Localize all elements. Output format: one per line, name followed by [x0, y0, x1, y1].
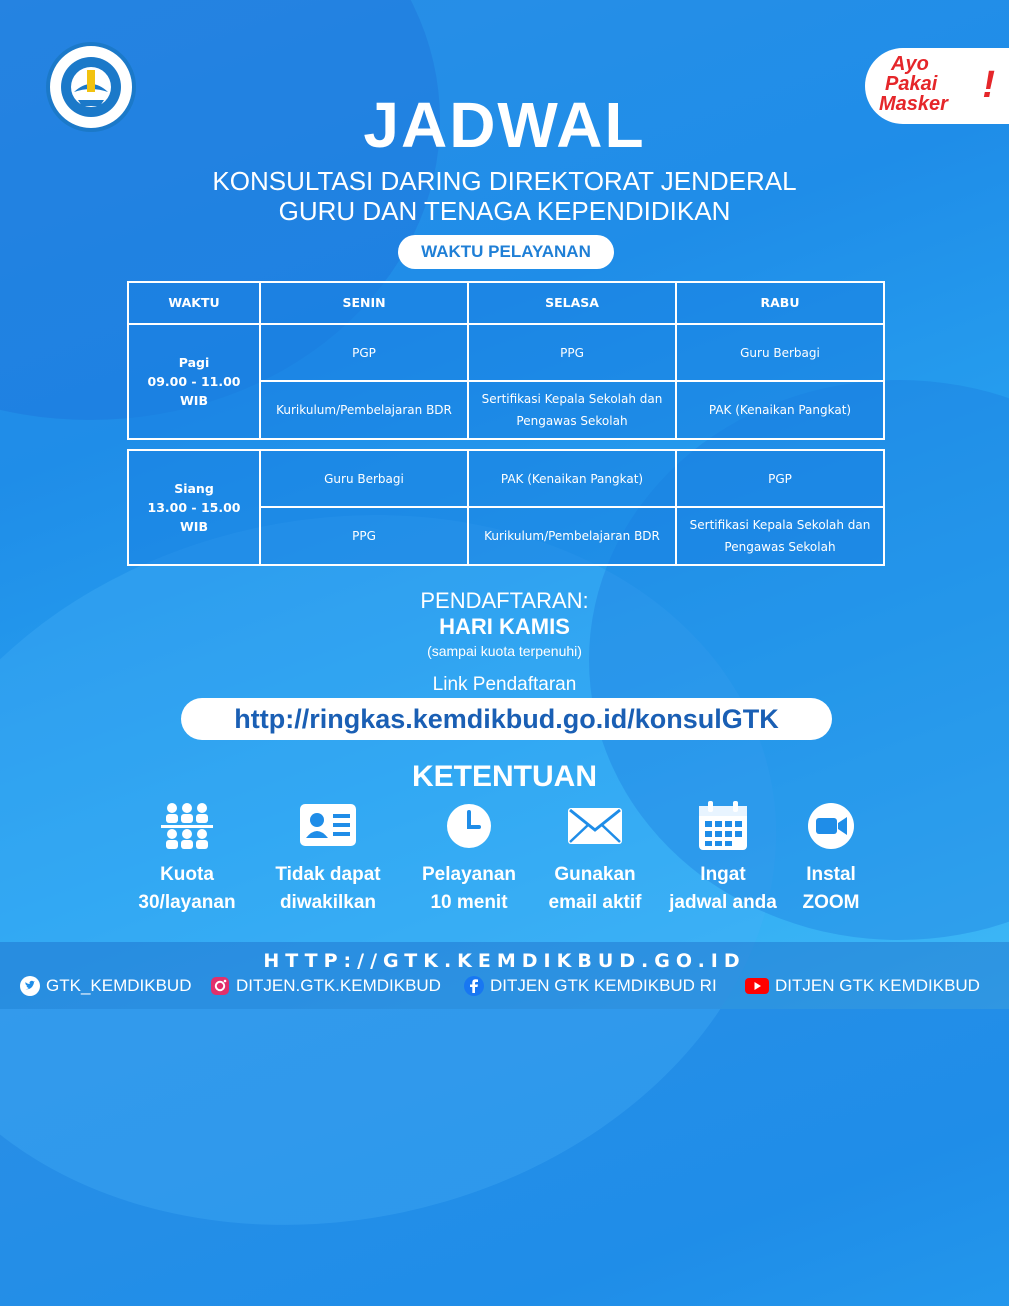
time-slot-afternoon [128, 450, 260, 565]
table-cell: Kurikulum/Pembelajaran BDR [468, 507, 676, 565]
facebook-page[interactable] [464, 976, 717, 996]
rule-label-line-2: jadwal anda [669, 892, 777, 913]
envelope-icon [565, 800, 625, 852]
time-slot-range: 13.00 - 15.00 [147, 500, 241, 515]
page-title: JADWAL [363, 89, 646, 161]
badge-line-2: Pakai [885, 73, 938, 95]
instagram-handle[interactable] [210, 976, 441, 996]
rule-item [112, 800, 262, 917]
rule-label-line-2: 30/layanan [138, 892, 236, 913]
badge-exclamation: ! [982, 64, 995, 106]
facebook-label: DITJEN GTK KEMDIKBUD RI [490, 976, 717, 995]
column-header: SENIN [260, 282, 468, 324]
service-time-label: WAKTU PELAYANAN [398, 235, 614, 269]
time-slot-zone: WIB [180, 393, 208, 408]
calendar-icon [693, 800, 753, 852]
youtube-channel[interactable] [745, 976, 980, 996]
time-slot-zone: WIB [180, 519, 208, 534]
column-header: SELASA [468, 282, 676, 324]
clock-icon [439, 800, 499, 852]
schedule-table-morning [127, 281, 885, 440]
table-cell: PAK (Kenaikan Pangkat) [468, 450, 676, 507]
youtube-label: DITJEN GTK KEMDIKBUD [775, 976, 980, 995]
youtube-icon [745, 977, 769, 995]
schedule-table-afternoon [127, 449, 885, 566]
zoom-camera-icon [801, 800, 861, 852]
column-header: WAKTU [128, 282, 260, 324]
instagram-label: DITJEN.GTK.KEMDIKBUD [236, 976, 441, 995]
rule-item [253, 800, 403, 917]
twitter-icon [20, 976, 40, 996]
people-group-icon [157, 800, 217, 852]
time-slot-range: 09.00 - 11.00 [147, 374, 241, 389]
twitter-label: GTK_KEMDIKBUD [46, 976, 192, 995]
registration-link[interactable]: http://ringkas.kemdikbud.go.id/konsulGTK [181, 698, 832, 740]
subtitle-line-2: GURU DAN TENAGA KEPENDIDIKAN [278, 196, 731, 226]
rule-label-line-1: Tidak dapat [275, 864, 381, 885]
table-row [128, 324, 884, 381]
table-cell: PAK (Kenaikan Pangkat) [676, 381, 884, 439]
table-header-row [128, 282, 884, 324]
time-slot-label: Siang [174, 481, 214, 496]
time-slot-morning [128, 324, 260, 439]
website-link[interactable]: HTTP://GTK.KEMDIKBUD.GO.ID [263, 950, 746, 972]
table-cell: PPG [260, 507, 468, 565]
rule-label-line-1: Ingat [700, 864, 746, 885]
table-cell: PGP [676, 450, 884, 507]
rule-item [756, 800, 906, 917]
rule-label-line-1: Pelayanan [422, 864, 516, 885]
rule-label-line-2: email aktif [548, 892, 642, 913]
table-cell: PPG [468, 324, 676, 381]
badge-line-1: Ayo [891, 53, 929, 75]
rule-label-line-1: Gunakan [554, 864, 636, 885]
rule-label-line-1: Kuota [160, 864, 214, 885]
registration-note: (sampai kuota terpenuhi) [427, 643, 582, 659]
table-cell: PGP [260, 324, 468, 381]
rule-label-line-2: 10 menit [430, 892, 508, 913]
time-slot-label: Pagi [178, 355, 210, 370]
badge-line-3: Masker [879, 93, 948, 115]
twitter-handle[interactable] [20, 976, 191, 996]
subtitle-line-1: KONSULTASI DARING DIREKTORAT JENDERAL [212, 166, 797, 196]
table-cell: Sertifikasi Kepala Sekolah dan Pengawas Sekolah [468, 381, 676, 439]
instagram-icon [210, 976, 230, 996]
rule-label-line-2: ZOOM [802, 892, 860, 913]
column-header: RABU [676, 282, 884, 324]
registration-day: HARI KAMIS [439, 614, 570, 639]
table-cell: Guru Berbagi [676, 324, 884, 381]
rules-heading: KETENTUAN [412, 760, 597, 793]
table-row [128, 450, 884, 507]
table-cell: Sertifikasi Kepala Sekolah dan Pengawas Sekolah [676, 507, 884, 565]
registration-heading: PENDAFTARAN: [420, 588, 589, 613]
table-cell: Kurikulum/Pembelajaran BDR [260, 381, 468, 439]
id-card-icon [298, 800, 358, 852]
table-cell: Guru Berbagi [260, 450, 468, 507]
rule-label-line-2: diwakilkan [279, 892, 377, 913]
facebook-icon [464, 976, 484, 996]
rule-label-line-1: Instal [806, 864, 856, 885]
registration-link-label: Link Pendaftaran [432, 674, 577, 695]
